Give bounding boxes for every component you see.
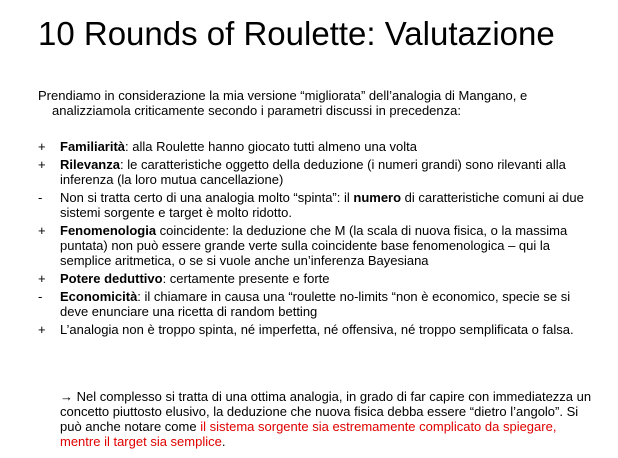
bullet-marker: + [38, 322, 46, 337]
list-item-potere-deduttivo [38, 271, 600, 286]
list-item-rilevanza [38, 157, 600, 187]
item-label: Economicità [60, 289, 138, 304]
list-item-fenomenologia [38, 223, 600, 268]
bullet-marker: - [38, 190, 43, 205]
slide-title: 10 Rounds of Roulette: Valutazione [38, 15, 555, 52]
item-label: Familiarità [60, 139, 126, 154]
bullet-marker: + [38, 223, 46, 238]
list-item-economicita [38, 289, 600, 319]
conclusion-highlight: il sistema sorgente sia estremamente complicato da spiegare, mentre il target sia semplice [60, 419, 557, 449]
item-text: : alla Roulette hanno giocato tutti almeno una volta [125, 139, 418, 154]
item-text: L’analogia non è troppo spinta, né imperfetta, né offensiva, né troppo semplificata o falsa. [60, 322, 574, 337]
item-label: Rilevanza [60, 157, 120, 172]
item-text: : il chiamare in causa una “roulette no-limits “non è economico, specie se si deve enunciare una ricetta di random betting [60, 289, 571, 319]
conclusion-end: . [221, 434, 226, 449]
item-text: : le caratteristiche oggetto della deduzione (i numeri grandi) sono rilevanti alla inferenza (la loro mutua cancellazione) [60, 157, 566, 187]
bullet-marker: + [38, 157, 46, 172]
evaluation-list [38, 139, 600, 340]
list-item-analogia [38, 322, 600, 337]
item-text: coincidente: la deduzione che M (la scala di nuova fisica, o la massima puntata) non può essere grande verte sulla coincidente base fenomenologica – qui la semplice aritmetica, o se si vuole anche un’inferenza Bayesiana [60, 223, 568, 268]
item-text: di caratteristiche comuni ai due sistemi sorgente e target è molto ridotto. [60, 190, 584, 220]
item-label: Fenomenologia [60, 223, 157, 238]
bullet-marker: - [38, 289, 43, 304]
bullet-marker: + [38, 271, 46, 286]
item-label: Potere deduttivo [60, 271, 163, 286]
list-item-numero [38, 190, 600, 220]
intro-paragraph: Prendiamo in considerazione la mia versione “migliorata” dell’analogia di Mangano, e analizziamola criticamente secondo i parametri discussi in precedenza: [38, 88, 528, 118]
arrow-right-icon: → [60, 389, 73, 404]
list-item-familiarita [38, 139, 600, 154]
item-label: numero [353, 190, 402, 205]
conclusion-text: Nel complesso si tratta di una ottima analogia, in grado di far capire con immediatezza un concetto piuttosto elusivo, la deduzione che nuova fisica debba essere “dietro l’angolo”. Si può anche notare come [60, 389, 592, 434]
conclusion-paragraph [60, 389, 596, 449]
item-pre-text: Non si tratta certo di una analogia molto “spinta”: il [60, 190, 354, 205]
item-text: : certamente presente e forte [162, 271, 330, 286]
bullet-marker: + [38, 139, 46, 154]
